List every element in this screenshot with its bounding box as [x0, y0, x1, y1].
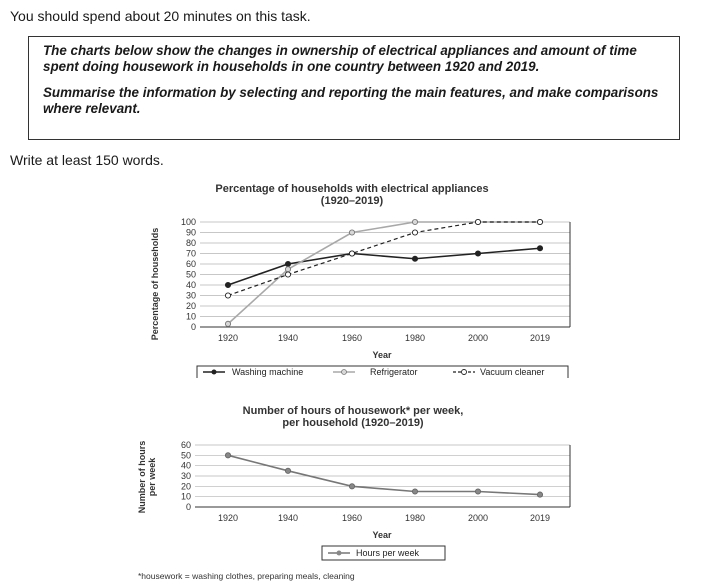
vacuum-cleaner-line: [228, 222, 540, 296]
x-tick-label: 1980: [404, 513, 426, 523]
y-tick-label: 80: [185, 238, 196, 248]
vacuum-cleaner-point: [349, 251, 354, 256]
y-tick-label: 40: [180, 460, 191, 471]
hours-per-week-point: [349, 484, 354, 489]
refrigerator-point: [349, 230, 354, 235]
refrigerator-point: [285, 267, 290, 272]
footnote: *housework = washing clothes, preparing meals, cleaning: [138, 571, 355, 581]
chart1-gridlines: [200, 222, 570, 327]
hours-per-week-point: [475, 489, 480, 494]
chart2-ylabel-line1: Number of hours: [137, 440, 147, 514]
vacuum-cleaner-point: [537, 219, 542, 224]
refrigerator-point: [412, 219, 417, 224]
y-tick-label: 20: [180, 481, 191, 492]
x-tick-label: 1960: [341, 333, 363, 343]
x-tick-label: 1920: [217, 513, 239, 523]
y-tick-label: 100: [180, 217, 196, 227]
vacuum-cleaner-point: [225, 293, 230, 298]
y-tick-label: 90: [185, 227, 196, 238]
chart2-gridlines: [195, 445, 570, 507]
word-count-instruction: Write at least 150 words.: [10, 152, 164, 168]
x-tick-label: 2000: [467, 513, 489, 523]
vacuum-cleaner-point: [285, 272, 290, 277]
y-tick-label: 60: [180, 440, 191, 450]
washing-machine-point: [412, 256, 417, 261]
legend-washing-machine-label: Washing machine: [232, 367, 304, 377]
chart2-xlabel: Year: [372, 530, 392, 540]
x-tick-label: 1980: [404, 333, 426, 343]
washing-machine-point: [225, 282, 230, 287]
task-directive: Summarise the information by selecting and reporting the main features, and make comparisons where relevant.: [43, 85, 659, 116]
legend-refrigerator: [333, 367, 418, 377]
legend-vacuum-cleaner-label: Vacuum cleaner: [480, 367, 545, 377]
x-tick-label: 1940: [277, 513, 299, 523]
y-tick-label: 50: [180, 450, 191, 461]
hours-per-week-point: [537, 492, 542, 497]
x-tick-label: 2019: [529, 513, 551, 523]
chart1-xlabel: Year: [372, 350, 392, 360]
hours-per-week-point: [412, 489, 417, 494]
task-prompt-box: [28, 36, 680, 140]
y-tick-label: 30: [185, 290, 196, 301]
chart1-x-ticks: [218, 333, 550, 343]
y-tick-label: 50: [185, 269, 196, 280]
x-tick-label: 2019: [529, 333, 551, 343]
chart1-series: [225, 219, 542, 326]
x-tick-label: 1940: [277, 333, 299, 343]
chart2-title-line1: Number of hours of housework* per week,: [242, 405, 464, 417]
y-tick-label: 40: [185, 280, 196, 290]
chart2-x-ticks: [218, 513, 550, 523]
chart2-title-line2: per household (1920–2019): [282, 417, 424, 429]
chart1-y-ticks: [181, 217, 196, 332]
y-tick-label: 20: [185, 301, 196, 311]
y-tick-label: 0: [185, 502, 191, 512]
chart2-ylabel-line2: per week: [147, 457, 157, 497]
legend-vacuum-cleaner: [453, 367, 544, 377]
legend-hours-per-week: [328, 548, 420, 558]
legend-hours-per-week-label: Hours per week: [356, 548, 420, 558]
chart1-title-line1: Percentage of households with electrical appliances: [215, 183, 489, 195]
hours-per-week-point: [285, 468, 290, 473]
hours-per-week-line: [228, 455, 540, 494]
y-tick-label: 0: [190, 322, 196, 332]
x-tick-label: 1920: [217, 333, 239, 343]
appliance-ownership-chart: [0, 178, 705, 378]
hours-per-week-point: [225, 453, 230, 458]
refrigerator-line: [228, 222, 540, 324]
y-tick-label: 60: [185, 259, 196, 269]
legend-washing-machine: [203, 367, 303, 377]
vacuum-cleaner-point: [412, 230, 417, 235]
housework-hours-chart: [0, 404, 705, 566]
task-instruction: You should spend about 20 minutes on this task.: [10, 8, 311, 24]
chart1-title-line2: (1920–2019): [320, 195, 384, 207]
x-tick-label: 2000: [467, 333, 489, 343]
chart2-series: [225, 453, 542, 497]
washing-machine-point: [285, 261, 290, 266]
y-tick-label: 10: [185, 311, 196, 322]
washing-machine-point: [475, 251, 480, 256]
vacuum-cleaner-point: [475, 219, 480, 224]
chart2-y-ticks: [181, 440, 191, 512]
task-description: The charts below show the changes in ownership of electrical appliances and amount of time spent doing housework in households in one country between 1920 and 2019.: [43, 43, 637, 74]
legend-refrigerator-label: Refrigerator: [370, 367, 418, 377]
x-tick-label: 1960: [341, 513, 363, 523]
refrigerator-point: [225, 321, 230, 326]
y-tick-label: 30: [180, 471, 191, 481]
y-tick-label: 70: [185, 248, 196, 259]
y-tick-label: 10: [180, 491, 191, 502]
chart1-ylabel: Percentage of households: [150, 227, 160, 341]
washing-machine-point: [537, 246, 542, 251]
